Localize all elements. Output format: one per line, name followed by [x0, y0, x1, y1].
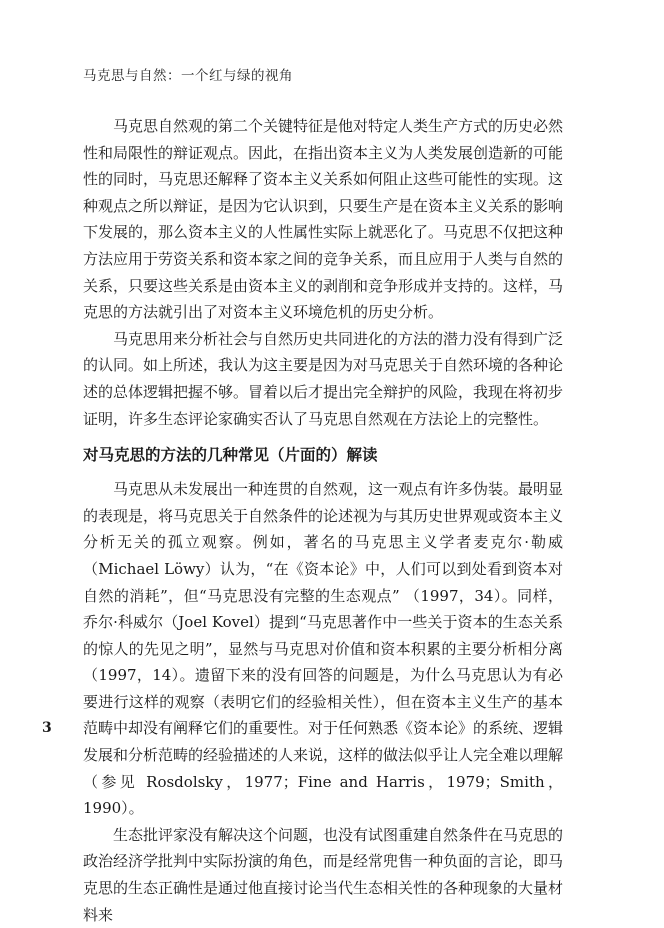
running-head-title: 马克思与自然：一个红与绿的视角 — [83, 68, 293, 84]
section-heading: 对马克思的方法的几种常见（片面的）解读 — [83, 446, 378, 465]
paragraph: 马克思用来分析社会与自然历史共同进化的方法的潜力没有得到广泛的认同。如上所述，我认为这主要是因为对马克思关于自然环境的各种论述的总体逻辑把握不够。冒着以后才提出完全辩护的风险，我现在将初步证明，许多生态评论家确实否认了马克思自然观在方法论上的完整性。 — [83, 329, 564, 428]
paragraph: 马克思自然观的第二个关键特征是他对特定人类生产方式的历史必然性和局限性的辩证观点。因此，在指出资本主义为人类发展创造新的可能性的同时，马克思还解释了资本主义关系如何阻止这些可能性的实现。这种观点之所以辩证，是因为它认识到，只要生产是在资本主义关系的影响下发展的，那么资本主义的人性属性实际上就恶化了。马克思不仅把这种方法应用于劳资关系和资本家之间的竞争关系，而且应用于人类与自然的关系，只要这些关系是由资本主义的剥削和竞争形成并支持的。这样，马克思的方法就引出了对资本主义环境危机的历史分析。 — [83, 117, 564, 322]
paragraph: 生态批评家没有解决这个问题，也没有试图重建自然条件在马克思的政治经济学批判中实际扮演的角色，而是经常兜售一种负面的言论，即马克思的生态正确性是通过他直接讨论当代生态相关性的各种现象的大量材料来 — [83, 825, 564, 924]
paragraph: 马克思从未发展出一种连贯的自然观，这一观点有许多伪装。最明显的表现是，将马克思关于自然条件的论述视为与其历史世界观或资本主义分析无关的孤立观察。例如，著名的马克思主义学者麦克尔·勒威（Michael Löwy）认为，“在《资本论》中，人们可以到处看到资本对自然的消耗”，但“马克思没有完整的生态观点” （1997，34）。同样，乔尔·科威尔（Joel Kovel）提到“马克思著作中一些关于资本的生态关系的惊人的先见之明”，显然与马克思对价值和资本积累的主要分析相分离（1997，14）。遗留下来的没有回答的问题是，为什么马克思认为有必要进行这样的观察（表明它们的经验相关性），但在资本主义生产的基本范畴中却没有阐释它们的重要性。对于任何熟悉《资本论》的系统、逻辑发展和分析范畴的经验描述的人来说，这样的做法似乎让人完全难以理解（参见 Rosdolsky，1977；Fine and Harris，1979；Smith，1990）。 — [83, 480, 564, 818]
page-number: 3 — [42, 720, 52, 736]
body-text — [83, 113, 563, 928]
